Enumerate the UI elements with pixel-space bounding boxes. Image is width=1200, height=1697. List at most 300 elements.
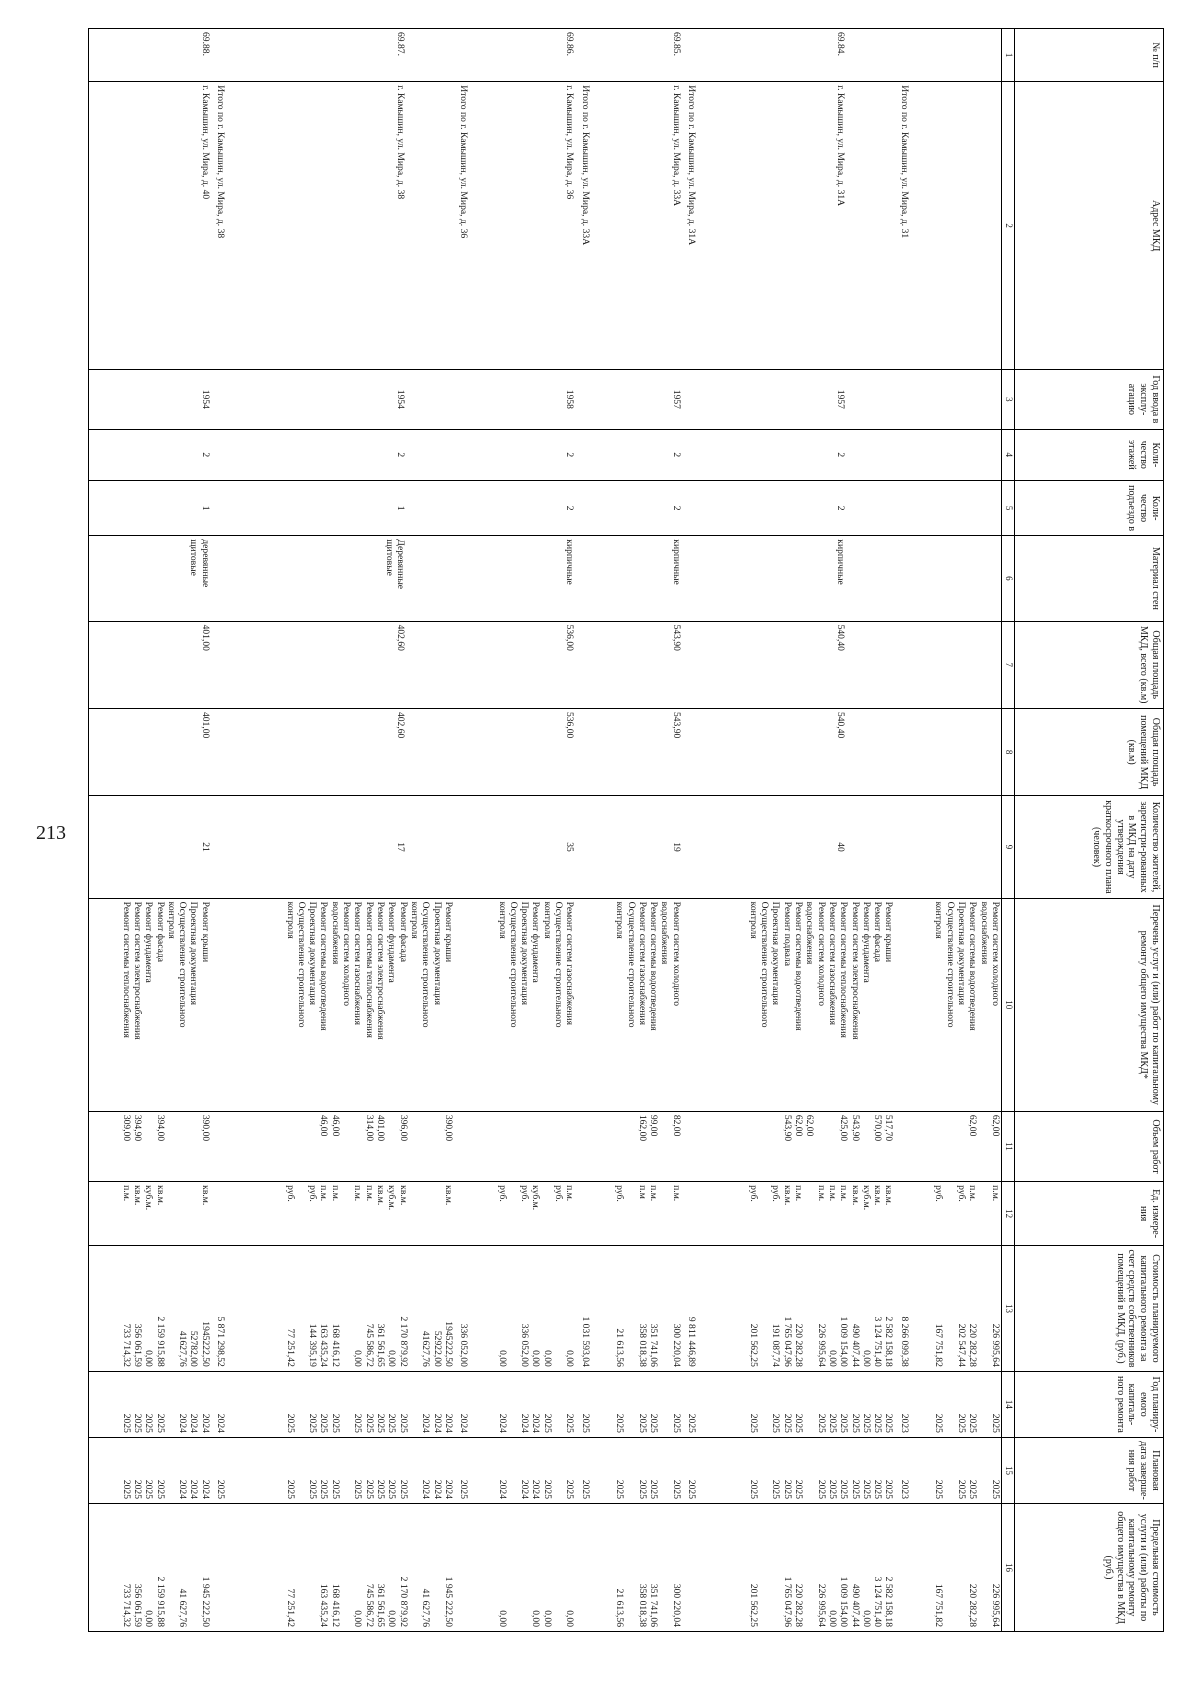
cell-line: Ремонт фундамента <box>143 901 155 983</box>
end-date-list <box>226 1437 454 1503</box>
cell-line <box>944 1507 955 1627</box>
volume-list <box>591 1111 682 1181</box>
cell-line <box>770 1115 781 1178</box>
rotated-page <box>60 0 1200 1637</box>
cell-line: куб.м. <box>143 1185 155 1211</box>
cell-line: Осуществление строительного <box>759 901 771 1028</box>
cell-line: 2024 <box>199 1413 211 1433</box>
residents-count: 19 <box>591 796 682 898</box>
cell-line: 2025 <box>318 1413 330 1433</box>
cell-line <box>898 1115 909 1178</box>
cell-line <box>659 1375 670 1433</box>
wall-material <box>894 536 909 621</box>
cell-line: 0,00 <box>860 1350 872 1367</box>
works-list <box>211 898 226 1111</box>
cell-line <box>352 1115 363 1178</box>
cell-line: 0,00 <box>352 1610 364 1627</box>
limit-cost-list <box>226 1504 454 1632</box>
address-cell: г. Камышин, ул. Мира, д. 33А <box>591 82 682 370</box>
cost-list <box>591 1246 682 1372</box>
cell-line: 2024 <box>530 1413 542 1433</box>
cell-line: 2025 <box>307 1479 319 1500</box>
cell-line: 2025 <box>781 1479 793 1500</box>
cell-line: руб. <box>307 1185 319 1202</box>
cell-line: 2024 <box>431 1413 443 1433</box>
floors-count <box>454 429 469 480</box>
year-built: 1957 <box>591 370 682 430</box>
rooms-area: 543,90 <box>591 708 682 795</box>
cell-line <box>553 1441 564 1499</box>
cell-line: контроля <box>165 901 177 939</box>
entrances-count: 2 <box>591 480 682 535</box>
cell-line <box>770 1507 781 1627</box>
cell-line <box>625 1375 636 1433</box>
cell-line <box>177 1115 188 1178</box>
cell-line: 2025 <box>967 1413 979 1433</box>
address-cell: Итого по г. Камышин, ул. Мира, д. 36 <box>454 82 469 370</box>
cell-line: 62,00 <box>792 1114 804 1137</box>
cell-line: 62,00 <box>804 1114 816 1137</box>
works-list <box>454 898 469 1111</box>
cell-line: 570,00 <box>872 1114 884 1142</box>
total-area <box>910 621 1002 708</box>
cell-line: 2024 <box>431 1479 443 1500</box>
cell-line: кв.м. <box>781 1185 793 1206</box>
cell-line: 2 582 158,18 <box>883 1576 895 1627</box>
unit-list <box>910 1182 1002 1246</box>
cell-line: Ремонт подвала <box>781 901 793 967</box>
total-area: 543,90 <box>591 621 682 708</box>
plan-year-list <box>226 1371 454 1437</box>
cell-line: 361 561,65 <box>375 1323 387 1367</box>
cell-line: водоснабжения <box>659 901 671 965</box>
cell-line: руб. <box>519 1185 531 1202</box>
cell-line: 2024 <box>496 1413 508 1433</box>
cell-line <box>659 1185 670 1242</box>
cell-line: 2025 <box>329 1479 341 1500</box>
unit-list <box>697 1182 895 1246</box>
cell-line: Проектная документация <box>519 901 531 1006</box>
cell-line: 2025 <box>685 1413 697 1433</box>
column-header: Перечень услуг и (или) работ по капитальному ремонту общего имущества МКД* <box>1015 898 1164 1111</box>
total-area: 402,60 <box>226 621 454 708</box>
entrances-count: 1 <box>89 480 211 535</box>
unit-list <box>575 1182 590 1246</box>
cell-line: 314,00 <box>363 1114 375 1142</box>
row-number: 69.88. <box>89 29 211 82</box>
cell-line: п.м. <box>826 1185 838 1202</box>
table-row <box>591 29 682 1632</box>
cell-line: 99,00 <box>648 1114 660 1137</box>
plan-year-list <box>454 1371 469 1437</box>
table-row <box>894 29 909 1632</box>
cell-line: кв.м. <box>872 1185 884 1206</box>
cell-line: 2025 <box>770 1413 782 1433</box>
cell-line: Ремонт фасада <box>397 901 409 962</box>
limit-cost-list <box>697 1504 895 1632</box>
cell-line: 2025 <box>329 1413 341 1433</box>
cell-line: 1 765 047,96 <box>781 1316 793 1367</box>
cell-line: 0,00 <box>143 1610 155 1627</box>
cell-line: Ремонт фундамента <box>860 901 872 983</box>
cell-line: 2024 <box>519 1413 531 1433</box>
floors-count <box>211 429 226 480</box>
cell-line: 226 995,64 <box>990 1583 1001 1627</box>
cell-line: 2025 <box>670 1413 682 1433</box>
cell-line: 2023 <box>898 1413 910 1433</box>
cell-line: 396,00 <box>397 1114 409 1142</box>
cell-line: 2025 <box>363 1479 375 1500</box>
cell-line: 2025 <box>579 1413 591 1433</box>
floors-count: 2 <box>89 429 211 480</box>
end-date-list <box>682 1437 697 1503</box>
residents-count: 17 <box>226 796 454 898</box>
cell-line: Ремонт фундамента <box>530 901 542 983</box>
cell-line <box>579 1115 590 1178</box>
residents-count: 35 <box>469 796 575 898</box>
row-number <box>910 29 1002 82</box>
cell-line <box>458 1507 469 1627</box>
cell-line: 358 018,38 <box>636 1583 648 1627</box>
column-number: 8 <box>1002 708 1015 795</box>
cell-line <box>686 1507 697 1627</box>
cell-line: п.м. <box>670 1185 682 1202</box>
total-area: 540,40 <box>697 621 895 708</box>
cell-line: 2025 <box>541 1479 553 1500</box>
cell-line <box>956 1115 967 1178</box>
row-number <box>575 29 590 82</box>
column-number: 14 <box>1002 1371 1015 1437</box>
column-header: Стоимость планируемого капитального ремонта за счет средств собственников помещений в МКД, (руб.) <box>1015 1246 1164 1372</box>
cell-line: Ремонт системы теплоснабжения <box>120 901 132 1038</box>
column-header: Материал стен <box>1015 536 1164 621</box>
cost-list <box>894 1246 909 1372</box>
end-date-list <box>910 1437 1002 1503</box>
cell-line: Ремонт систем электроснабжения <box>849 901 861 1040</box>
cell-line <box>458 902 469 1108</box>
cell-line: п.м. <box>815 1185 827 1202</box>
cell-line <box>166 1249 177 1367</box>
cell-line <box>542 1185 553 1242</box>
cell-line: 0,00 <box>826 1610 838 1627</box>
cell-line <box>804 1185 815 1242</box>
cell-line: Ремонт систем холодного <box>990 901 1001 1007</box>
column-number: 1 <box>1002 29 1015 82</box>
floors-count <box>682 429 697 480</box>
cell-line: контроля <box>284 901 296 939</box>
column-number: 15 <box>1002 1437 1015 1503</box>
works-list <box>894 898 909 1111</box>
year-built: 1954 <box>226 370 454 430</box>
cell-line: 0,00 <box>386 1350 398 1367</box>
residents-count <box>211 796 226 898</box>
cell-line: 162,00 <box>636 1114 648 1142</box>
total-area <box>682 621 697 708</box>
cell-line: руб. <box>553 1185 565 1202</box>
cell-line <box>508 1375 519 1433</box>
rooms-area: 401,00 <box>89 708 211 795</box>
cell-line: 0,00 <box>352 1350 364 1367</box>
column-number: 11 <box>1002 1111 1015 1181</box>
cell-line: 2025 <box>363 1413 375 1433</box>
wall-material <box>211 536 226 621</box>
cell-line: 41 627,76 <box>420 1588 432 1627</box>
cell-line: Ремонт систем электроснабжения <box>375 901 387 1040</box>
cell-line <box>898 1185 909 1242</box>
cell-line: 300 220,04 <box>670 1583 682 1627</box>
entrances-count <box>575 480 590 535</box>
cell-line <box>296 1115 307 1178</box>
cost-list <box>211 1246 226 1372</box>
entrances-count <box>211 480 226 535</box>
cell-line <box>431 1185 442 1242</box>
cell-line: 8 266 099,38 <box>898 1316 910 1367</box>
plan-year-list <box>211 1371 226 1437</box>
limit-cost-list <box>454 1504 469 1632</box>
cell-line: 394,00 <box>154 1114 166 1142</box>
cell-line <box>296 1507 307 1627</box>
address-cell: г. Камышин, ул. Мира, д. 40 <box>89 82 211 370</box>
cell-line: 2025 <box>614 1479 626 1500</box>
cell-line <box>409 1249 420 1367</box>
cell-line: 2025 <box>131 1413 143 1433</box>
rooms-area <box>575 708 590 795</box>
cell-line <box>188 1185 199 1242</box>
unit-list <box>211 1182 226 1246</box>
cell-line: Ремонт системы водоотведения <box>648 901 660 1031</box>
cost-list <box>226 1246 454 1372</box>
year-built: 1954 <box>89 370 211 430</box>
cell-line: 2024 <box>420 1413 432 1433</box>
cell-line <box>759 1441 770 1499</box>
cell-line <box>759 1185 770 1242</box>
cell-line: 2025 <box>614 1413 626 1433</box>
cell-line: 2025 <box>849 1413 861 1433</box>
cell-line: Ремонт системы водоотведения <box>967 901 979 1031</box>
cell-line: п.м. <box>120 1185 132 1202</box>
table-row <box>469 29 575 1632</box>
cell-line: 163 435,24 <box>318 1323 330 1367</box>
cell-line <box>659 1441 670 1499</box>
cell-line <box>166 1441 177 1499</box>
cell-line: контроля <box>408 901 420 939</box>
cell-line <box>804 1375 815 1433</box>
cell-line <box>759 1249 770 1367</box>
cell-line: Осуществление строительного <box>177 901 189 1028</box>
cell-line: Проектная документация <box>431 901 443 1006</box>
wall-material <box>575 536 590 621</box>
year-built: 1958 <box>469 370 575 430</box>
cell-line: Осуществление строительного <box>944 901 956 1028</box>
column-number: 16 <box>1002 1504 1015 1632</box>
cell-line: 9 811 446,89 <box>685 1316 697 1367</box>
residents-count: 21 <box>89 796 211 898</box>
cell-line: 2024 <box>214 1413 226 1433</box>
cell-line: Ремонт систем холодного <box>815 901 827 1007</box>
cell-line <box>307 1115 318 1178</box>
cell-line <box>898 902 909 1108</box>
cell-line: 2025 <box>636 1479 648 1500</box>
cell-line: Ремонт системы теплоснабжения <box>838 901 850 1038</box>
column-header: Предельная стоимость услуги и (или) работы по капитальному ремонту общего имущества в МКД (руб.) <box>1015 1504 1164 1632</box>
total-area: 401,00 <box>89 621 211 708</box>
cell-line: 46,00 <box>329 1114 341 1137</box>
cell-line: 0,00 <box>541 1610 553 1627</box>
cell-line: 2 582 158,18 <box>883 1316 895 1367</box>
cell-line <box>747 1115 758 1178</box>
cell-line <box>508 1507 519 1627</box>
cell-line: 1 031 593,04 <box>579 1316 591 1367</box>
plan-year-list <box>910 1371 1002 1437</box>
cell-line: руб. <box>933 1185 945 1202</box>
cell-line: 733 714,32 <box>120 1323 132 1367</box>
cell-line: 351 741,06 <box>648 1323 660 1367</box>
cell-line: 167 751,82 <box>933 1323 945 1367</box>
row-number: 69.87. <box>226 29 454 82</box>
cell-line <box>944 1249 955 1367</box>
cell-line: 2024 <box>199 1479 211 1500</box>
address-cell: Итого по г. Камышин, ул. Мира, д. 31А <box>682 82 697 370</box>
cell-line <box>625 1249 636 1367</box>
cell-line <box>579 902 590 1108</box>
floors-count: 2 <box>591 429 682 480</box>
cell-line: Ремонт систем газоснабжения <box>826 901 838 1025</box>
cell-line: п.м. <box>352 1185 364 1202</box>
cell-line: Ремонт систем холодного <box>341 901 353 1007</box>
rooms-area <box>454 708 469 795</box>
cell-line <box>166 1115 177 1178</box>
row-number <box>894 29 909 82</box>
cell-line: 82,00 <box>670 1114 682 1137</box>
cell-line <box>420 1185 431 1242</box>
volume-list <box>211 1111 226 1181</box>
total-area <box>894 621 909 708</box>
cost-list <box>697 1246 895 1372</box>
column-header: Плановая дата заверше-ния работ <box>1015 1437 1164 1503</box>
cell-line: 2025 <box>579 1479 591 1500</box>
cell-line <box>215 1507 226 1627</box>
cell-line <box>409 1507 420 1627</box>
cell-line: 2024 <box>420 1479 432 1500</box>
cell-line: 1 945 222,50 <box>442 1576 454 1627</box>
cell-line: Ремонт системы водоотведения <box>318 901 330 1031</box>
cell-line <box>409 1185 420 1242</box>
floors-count <box>575 429 590 480</box>
cell-line: 2025 <box>860 1413 872 1433</box>
residents-count <box>682 796 697 898</box>
entrances-count <box>454 480 469 535</box>
cell-line <box>944 1441 955 1499</box>
cell-line: кв.м. <box>442 1185 454 1206</box>
cell-line: Ремонт крыши <box>883 901 895 963</box>
residents-count <box>454 796 469 898</box>
cell-line: 0,00 <box>386 1610 398 1627</box>
cell-line: 390,00 <box>442 1114 454 1142</box>
cell-line: кв.м. <box>154 1185 166 1206</box>
cell-line: 2 170 879,92 <box>397 1576 409 1627</box>
volume-list <box>575 1111 590 1181</box>
volume-list <box>89 1111 211 1181</box>
cell-line <box>759 1115 770 1178</box>
cell-line <box>564 1115 575 1178</box>
entrances-count: 2 <box>469 480 575 535</box>
cell-line: контроля <box>614 901 626 939</box>
cell-line <box>956 1507 967 1627</box>
cell-line: 2025 <box>670 1479 682 1500</box>
cell-line: Ремонт систем электроснабжения <box>131 901 143 1040</box>
year-built <box>682 370 697 430</box>
unit-list <box>226 1182 454 1246</box>
cost-list <box>682 1246 697 1372</box>
table-row <box>89 29 211 1632</box>
cell-line <box>530 1115 541 1178</box>
cell-line: 2025 <box>386 1413 398 1433</box>
cell-line: 2025 <box>352 1413 364 1433</box>
plan-year-list <box>469 1371 575 1437</box>
table-row <box>211 29 226 1632</box>
cell-line: 2024 <box>177 1413 189 1433</box>
cell-line: 2024 <box>496 1479 508 1500</box>
rooms-area <box>910 708 1002 795</box>
cell-line: 2025 <box>860 1479 872 1500</box>
cell-line: 543,90 <box>781 1114 793 1142</box>
cell-line <box>978 1375 989 1433</box>
cell-line: 2025 <box>154 1413 166 1433</box>
row-number <box>211 29 226 82</box>
cost-list <box>575 1246 590 1372</box>
cell-line: 163 435,24 <box>318 1583 330 1627</box>
cell-line: 41627,76 <box>420 1330 432 1367</box>
cell-line: Осуществление строительного <box>553 901 565 1028</box>
column-number: 2 <box>1002 82 1015 370</box>
cell-line: п.м <box>636 1185 648 1199</box>
table-body <box>89 29 1002 1632</box>
cell-line: 2025 <box>564 1413 576 1433</box>
cell-line: 62,00 <box>990 1114 1001 1137</box>
cell-line: кв.м. <box>199 1185 211 1206</box>
cell-line: 390,00 <box>199 1114 211 1142</box>
cell-line <box>625 1441 636 1499</box>
cell-line: 2025 <box>956 1413 968 1433</box>
cell-line <box>188 1507 199 1627</box>
cell-line: 0,00 <box>860 1610 872 1627</box>
cell-line <box>341 1441 352 1499</box>
cell-line <box>409 1115 420 1178</box>
cell-line: 167 751,82 <box>933 1583 945 1627</box>
cell-line: 401,00 <box>375 1114 387 1142</box>
cell-line <box>519 1507 530 1627</box>
cell-line: п.м. <box>564 1185 576 1202</box>
cell-line: Ремонт системы теплоснабжения <box>363 901 375 1038</box>
volume-list <box>454 1111 469 1181</box>
cell-line: 490 407,44 <box>849 1583 861 1627</box>
cell-line <box>659 1249 670 1367</box>
cell-line: 2025 <box>154 1479 166 1500</box>
row-number <box>454 29 469 82</box>
column-header: Объем работ <box>1015 1111 1164 1181</box>
wall-material: деревянные щитовые <box>89 536 211 621</box>
cell-line: 2025 <box>990 1479 1001 1500</box>
cell-line: 2024 <box>188 1413 200 1433</box>
volume-list <box>226 1111 454 1181</box>
cell-line: 0,00 <box>530 1350 542 1367</box>
cell-line: Осуществление строительного <box>507 901 519 1028</box>
cell-line: 220 282,28 <box>792 1323 804 1367</box>
cell-line <box>188 1115 199 1178</box>
row-number: 69.86. <box>469 29 575 82</box>
cell-line: 1 945 222,50 <box>199 1576 211 1627</box>
cell-line: Проектная документация <box>956 901 968 1006</box>
